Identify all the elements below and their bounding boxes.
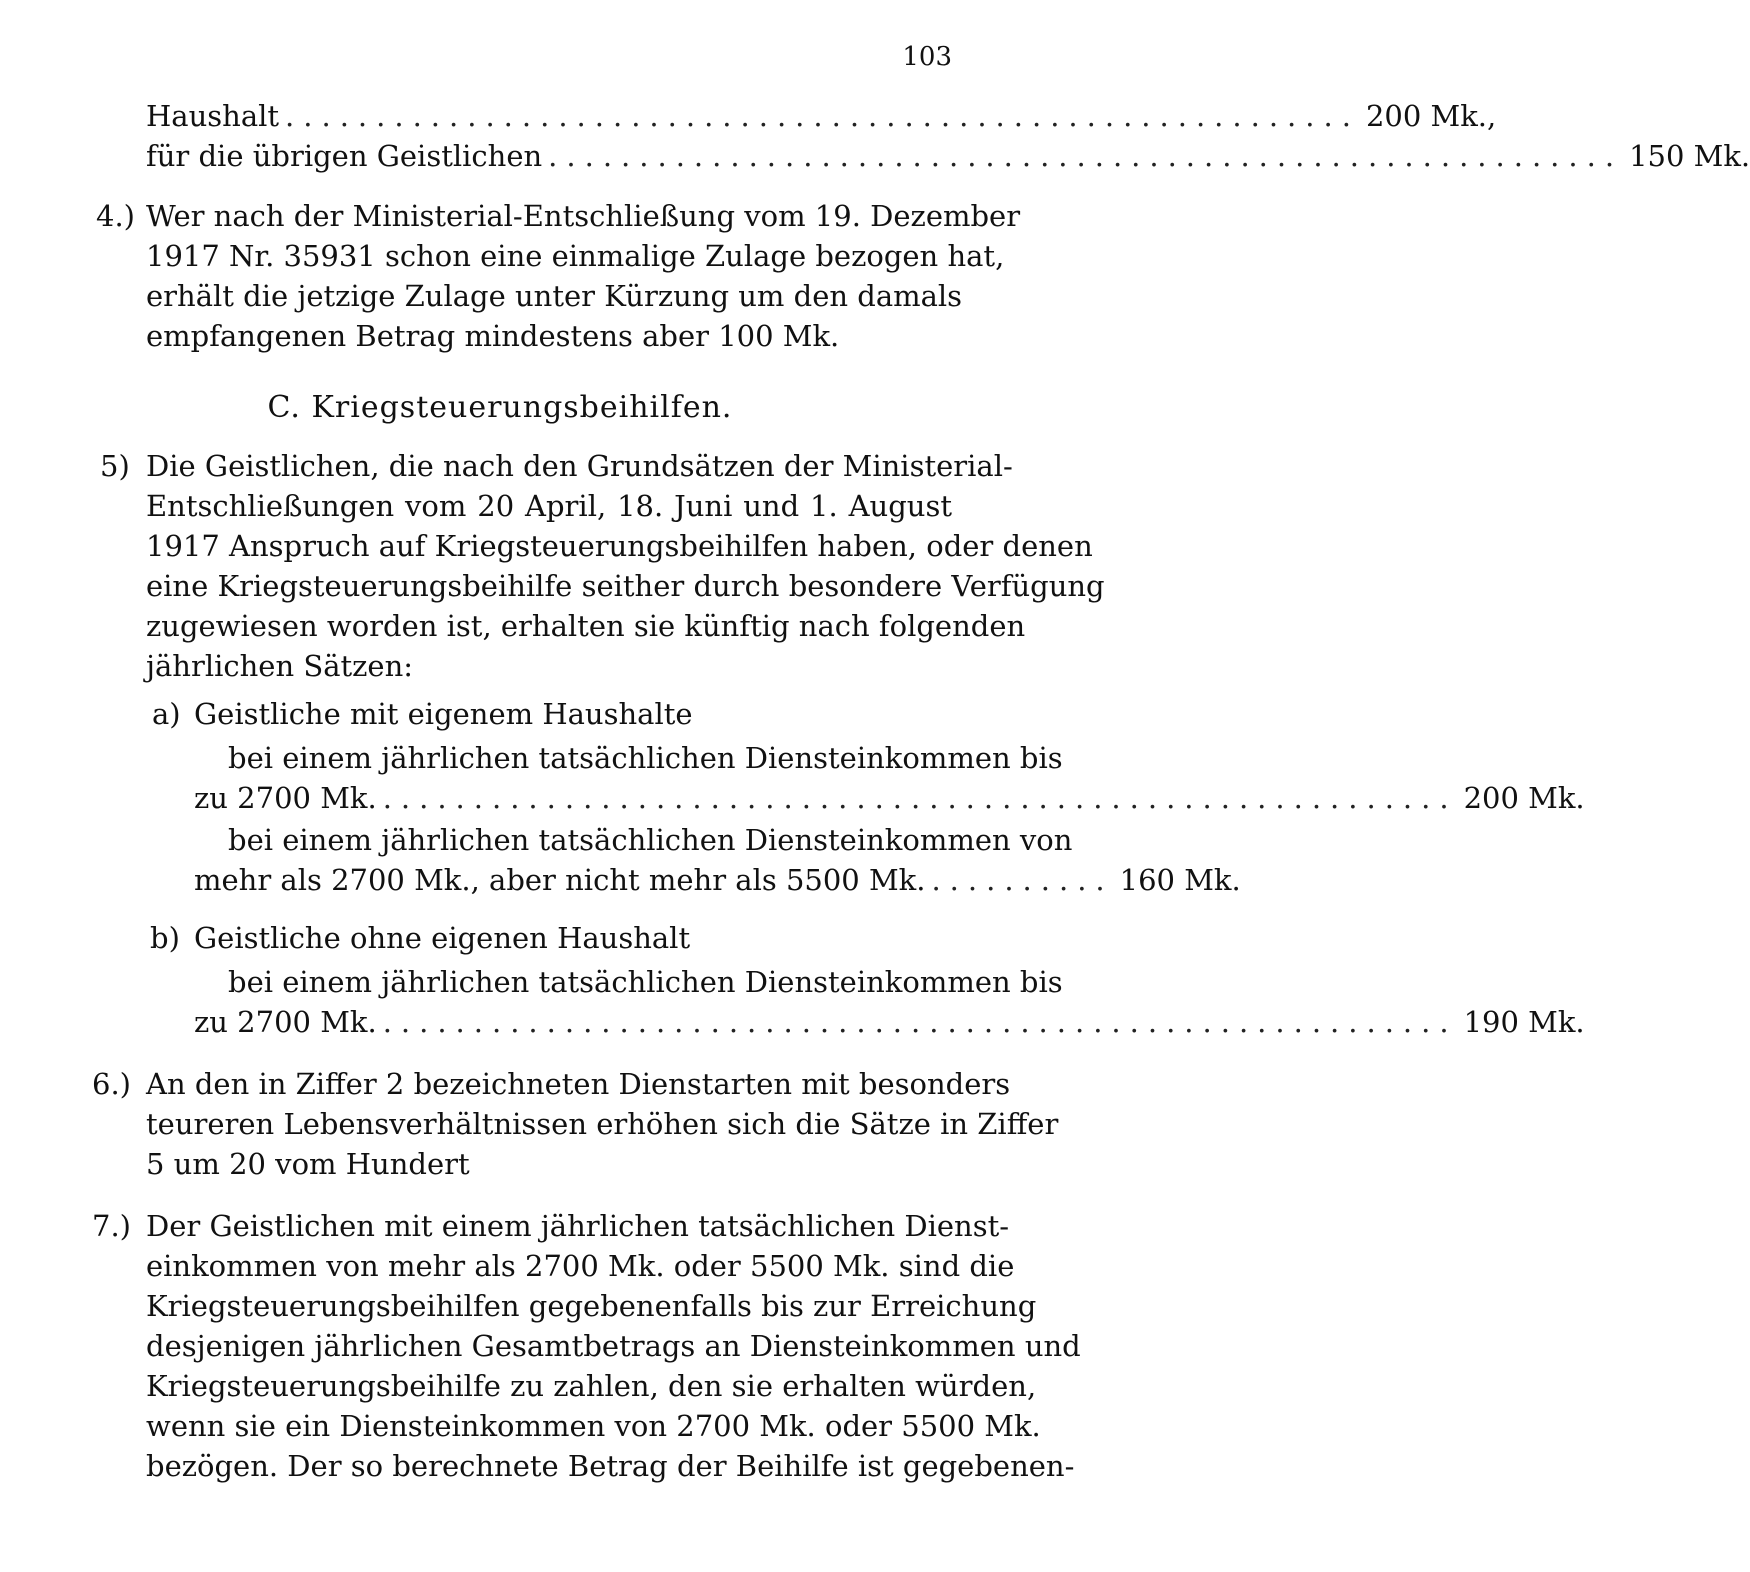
item-4-line: 1917 Nr. 35931 schon eine einmalige Zulage bezogen hat, xyxy=(146,239,1005,273)
item-4-line: erhält die jetzige Zulage unter Kürzung um den damals xyxy=(146,279,963,313)
item-7-line: Kriegsteuerungsbeihilfen gegebenenfalls bis zur Erreichung xyxy=(146,1289,1037,1323)
item-5-line: jährlichen Sätzen: xyxy=(146,649,414,683)
leader-dots: ........................................................... xyxy=(382,781,1458,815)
item-6-number: 6.) xyxy=(92,1067,131,1101)
item-5b-amount-text: zu 2700 Mk. xyxy=(194,1005,377,1039)
item-7-line: einkommen von mehr als 2700 Mk. oder 5500 Mk. sind die xyxy=(146,1249,1015,1283)
item-6-line: 5 um 20 vom Hundert xyxy=(146,1147,470,1181)
item-5a-amount: 200 Mk. xyxy=(1463,781,1585,815)
haushalt-text: Haushalt xyxy=(146,99,280,133)
item-5a-heading: Geistliche mit eigenem Haushalte xyxy=(194,697,693,731)
leader-dots: ........................................................... xyxy=(285,99,1360,133)
item-5a-line: bei einem jährlichen tatsächlichen Diensteinkommen von xyxy=(228,823,1073,857)
item-5a-label: a) xyxy=(152,697,181,731)
item-5-line: Entschließungen vom 20 April, 18. Juni und 1. August xyxy=(146,489,952,523)
leader-dots: ........................................................... xyxy=(548,139,1624,173)
item-4-line: Wer nach der Ministerial-Entschließung vom 19. Dezember xyxy=(146,199,1021,233)
item-7-line: Kriegsteuerungsbeihilfe zu zahlen, den sie erhalten würden, xyxy=(146,1369,1037,1403)
item-5b-amount: 190 Mk. xyxy=(1463,1005,1585,1039)
uebrige-geistliche-amount: 150 Mk. xyxy=(1629,139,1750,173)
item-5-line: Die Geistlichen, die nach den Grundsätzen der Ministerial- xyxy=(146,449,1013,483)
item-5b-heading: Geistliche ohne eigenen Haushalt xyxy=(194,921,691,955)
item-4-line: empfangenen Betrag mindestens aber 100 Mk. xyxy=(146,319,840,353)
leader-dots: .......... xyxy=(931,863,1114,897)
item-5b-line: bei einem jährlichen tatsächlichen Diensteinkommen bis xyxy=(228,965,1063,999)
item-5-line: eine Kriegsteuerungsbeihilfe seither durch besondere Verfügung xyxy=(146,569,1105,603)
leader-dots: ........................................................... xyxy=(382,1005,1458,1039)
item-4-number: 4.) xyxy=(96,199,135,233)
item-5-line: 1917 Anspruch auf Kriegsteuerungsbeihilfen haben, oder denen xyxy=(146,529,1093,563)
haushalt-amount: 200 Mk., xyxy=(1365,99,1497,133)
item-5b-label: b) xyxy=(150,921,180,955)
item-5-number: 5) xyxy=(100,449,130,483)
item-7-line: Der Geistlichen mit einem jährlichen tatsächlichen Dienst- xyxy=(146,1209,1010,1243)
item-5a-amount-text-2: mehr als 2700 Mk., aber nicht mehr als 5500 Mk. xyxy=(194,863,926,897)
item-5a-amount-line xyxy=(194,778,1585,818)
page-number: 103 xyxy=(902,42,952,72)
item-5a-amount-text: zu 2700 Mk. xyxy=(194,781,377,815)
item-7-line: wenn sie ein Diensteinkommen von 2700 Mk. oder 5500 Mk. xyxy=(146,1409,1041,1443)
item-5a-amount-line-2 xyxy=(194,860,1241,900)
item-5a-line: bei einem jährlichen tatsächlichen Diensteinkommen bis xyxy=(228,741,1063,775)
item-5a-amount-2: 160 Mk. xyxy=(1119,863,1241,897)
haushalt-line xyxy=(146,96,1497,136)
item-5-line: zugewiesen worden ist, erhalten sie künftig nach folgenden xyxy=(146,609,1026,643)
uebrige-geistliche-line xyxy=(146,136,1750,176)
item-6-line: An den in Ziffer 2 bezeichneten Dienstarten mit besonders xyxy=(146,1067,1011,1101)
item-7-line: desjenigen jährlichen Gesamtbetrags an Diensteinkommen und xyxy=(146,1329,1081,1363)
item-7-line: bezögen. Der so berechnete Betrag der Beihilfe ist gegebenen- xyxy=(146,1449,1075,1483)
item-5b-amount-line xyxy=(194,1002,1585,1042)
item-6-line: teureren Lebensverhältnissen erhöhen sich die Sätze in Ziffer xyxy=(146,1107,1059,1141)
section-c-heading: C. Kriegsteuerungsbeihilfen. xyxy=(267,390,733,425)
uebrige-geistliche-text: für die übrigen Geistlichen xyxy=(146,139,543,173)
item-7-number: 7.) xyxy=(92,1209,131,1243)
